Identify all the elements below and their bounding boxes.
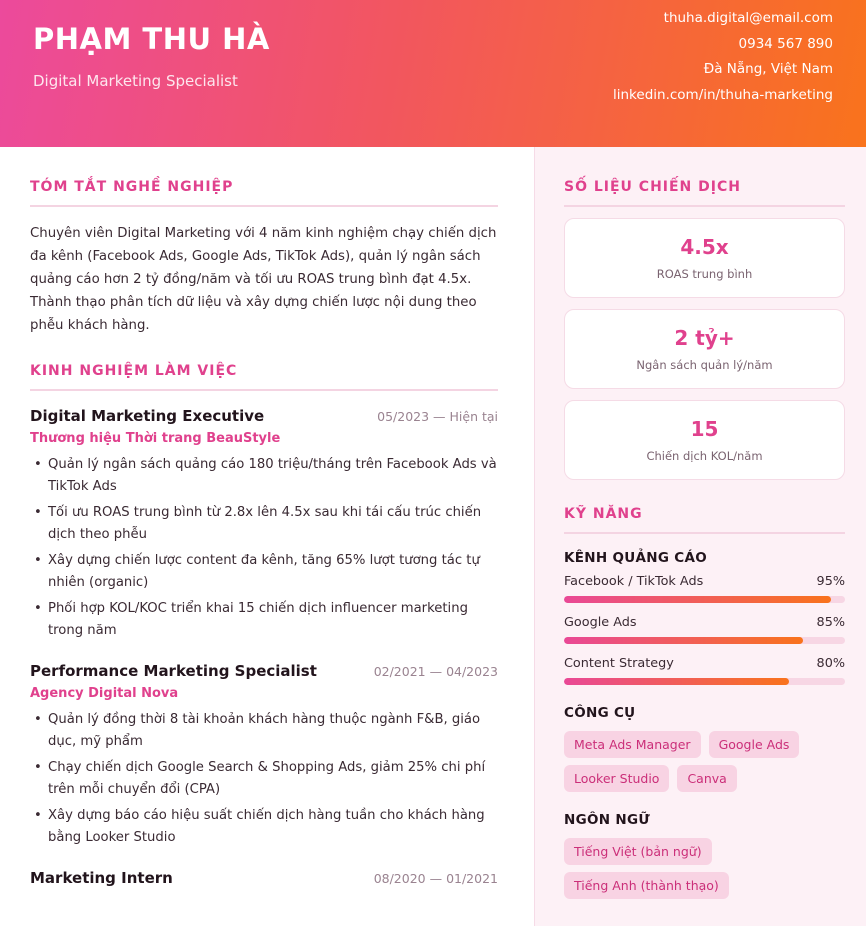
sidebar: [534, 147, 866, 926]
job-bullet: • Xây dựng báo cáo hiệu suất chiến dịch hàng tuần cho khách hàng bằng Looker Studio: [30, 805, 498, 849]
tool-tag: Meta Ads Manager: [564, 731, 701, 758]
summary-section: [30, 147, 498, 337]
job-title: Digital Marketing Executive: [30, 407, 265, 425]
job-bullet: • Phối hợp KOL/KOC triển khai 15 chiến dịch influencer marketing trong năm: [30, 598, 498, 642]
contact-email: thuha.digital@email.com: [663, 10, 833, 26]
languages-title: NGÔN NGỮ: [564, 812, 650, 828]
job-entry: [30, 869, 498, 887]
summary-text: Chuyên viên Digital Marketing với 4 năm kinh nghiệm chạy chiến dịch đa kênh (Facebook Ads, Google Ads, TikTok Ads), quản lý ngân sách quảng cáo hơn 2 tỷ đồng/năm và tối ưu ROAS trung bình đạt 4.5x. Thành thạo phân tích dữ liệu và xây dựng chiến lược nội dung theo phễu khách hàng.: [30, 226, 497, 333]
experience-section: [30, 363, 498, 887]
skill-item: [564, 615, 845, 644]
tool-tag: Google Ads: [709, 731, 800, 758]
skill-name: Google Ads: [564, 615, 637, 630]
contact-phone: 0934 567 890: [738, 35, 833, 52]
skill-percent: 95%: [816, 574, 845, 589]
contact-info: [613, 6, 833, 108]
skill-percent: 80%: [816, 656, 845, 671]
language-tag: Tiếng Việt (bản ngữ): [564, 838, 712, 865]
skill-bar-fill: [564, 678, 789, 685]
job-title: Performance Marketing Specialist: [30, 662, 317, 680]
skill-name: Content Strategy: [564, 656, 674, 671]
job-bullet: • Quản lý ngân sách quảng cáo 180 triệu/tháng trên Facebook Ads và TikTok Ads: [30, 454, 498, 498]
experience-title: KINH NGHIỆM LÀM VIỆC: [30, 363, 498, 391]
skills-section: [564, 506, 845, 899]
job-title: Marketing Intern: [30, 869, 173, 887]
job-date: 02/2021 — 04/2023: [373, 664, 498, 679]
job-bullets: [30, 454, 498, 642]
skill-bar: [564, 678, 845, 685]
job-bullet: • Chạy chiến dịch Google Search & Shopping Ads, giảm 25% chi phí trên mỗi chuyển đổi (CPA): [30, 757, 498, 801]
metrics-title: SỐ LIỆU CHIẾN DỊCH: [564, 179, 845, 207]
language-tags: [564, 838, 845, 899]
tools-title: CÔNG CỤ: [564, 705, 636, 721]
metrics-section: [564, 147, 845, 480]
main-column: [0, 147, 534, 926]
skill-bar-fill: [564, 637, 803, 644]
tool-tag: Canva: [677, 765, 736, 792]
candidate-role: Digital Marketing Specialist: [33, 72, 238, 90]
job-company: Agency Digital Nova: [30, 686, 179, 701]
job-date: 05/2023 — Hiện tại: [377, 409, 498, 424]
tool-tag: Looker Studio: [564, 765, 669, 792]
skill-name: Facebook / TikTok Ads: [564, 574, 704, 589]
contact-location: Đà Nẵng, Việt Nam: [703, 61, 833, 77]
summary-title: TÓM TẮT NGHỀ NGHIỆP: [30, 179, 498, 207]
job-bullet: • Quản lý đồng thời 8 tài khoản khách hàng thuộc ngành F&B, giáo dục, mỹ phẩm: [30, 709, 498, 753]
metric-label: Chiến dịch KOL/năm: [646, 449, 763, 463]
skills-title: KỸ NĂNG: [564, 506, 845, 534]
skill-bar: [564, 637, 845, 644]
metric-card: [564, 218, 845, 298]
job-entry: [30, 662, 498, 849]
metric-value: 4.5x: [680, 235, 729, 259]
job-bullet: • Xây dựng chiến lược content đa kênh, tăng 65% lượt tương tác tự nhiên (organic): [30, 550, 498, 594]
candidate-name: PHẠM THU HÀ: [33, 22, 270, 56]
job-company: Thương hiệu Thời trang BeauStyle: [30, 431, 281, 446]
metric-value: 15: [690, 417, 719, 441]
resume-header: [0, 0, 866, 147]
job-bullet: • Tối ưu ROAS trung bình từ 2.8x lên 4.5x sau khi tái cấu trúc chiến dịch theo phễu: [30, 502, 498, 546]
metric-label: Ngân sách quản lý/năm: [636, 358, 773, 372]
job-entry: [30, 407, 498, 642]
skill-item: [564, 574, 845, 603]
metric-label: ROAS trung bình: [656, 267, 753, 281]
language-tag: Tiếng Anh (thành thạo): [564, 872, 729, 899]
skill-bar: [564, 596, 845, 603]
skill-percent: 85%: [816, 615, 845, 630]
metric-card: [564, 400, 845, 480]
channels-title: KÊNH QUẢNG CÁO: [564, 550, 707, 566]
skill-item: [564, 656, 845, 685]
metric-value: 2 tỷ+: [674, 326, 735, 350]
tools-tags: [564, 731, 845, 792]
contact-linkedin: linkedin.com/in/thuha-marketing: [613, 86, 833, 103]
skill-bar-fill: [564, 596, 831, 603]
job-bullets: [30, 709, 498, 849]
metric-card: [564, 309, 845, 389]
job-date: 08/2020 — 01/2021: [373, 871, 498, 886]
